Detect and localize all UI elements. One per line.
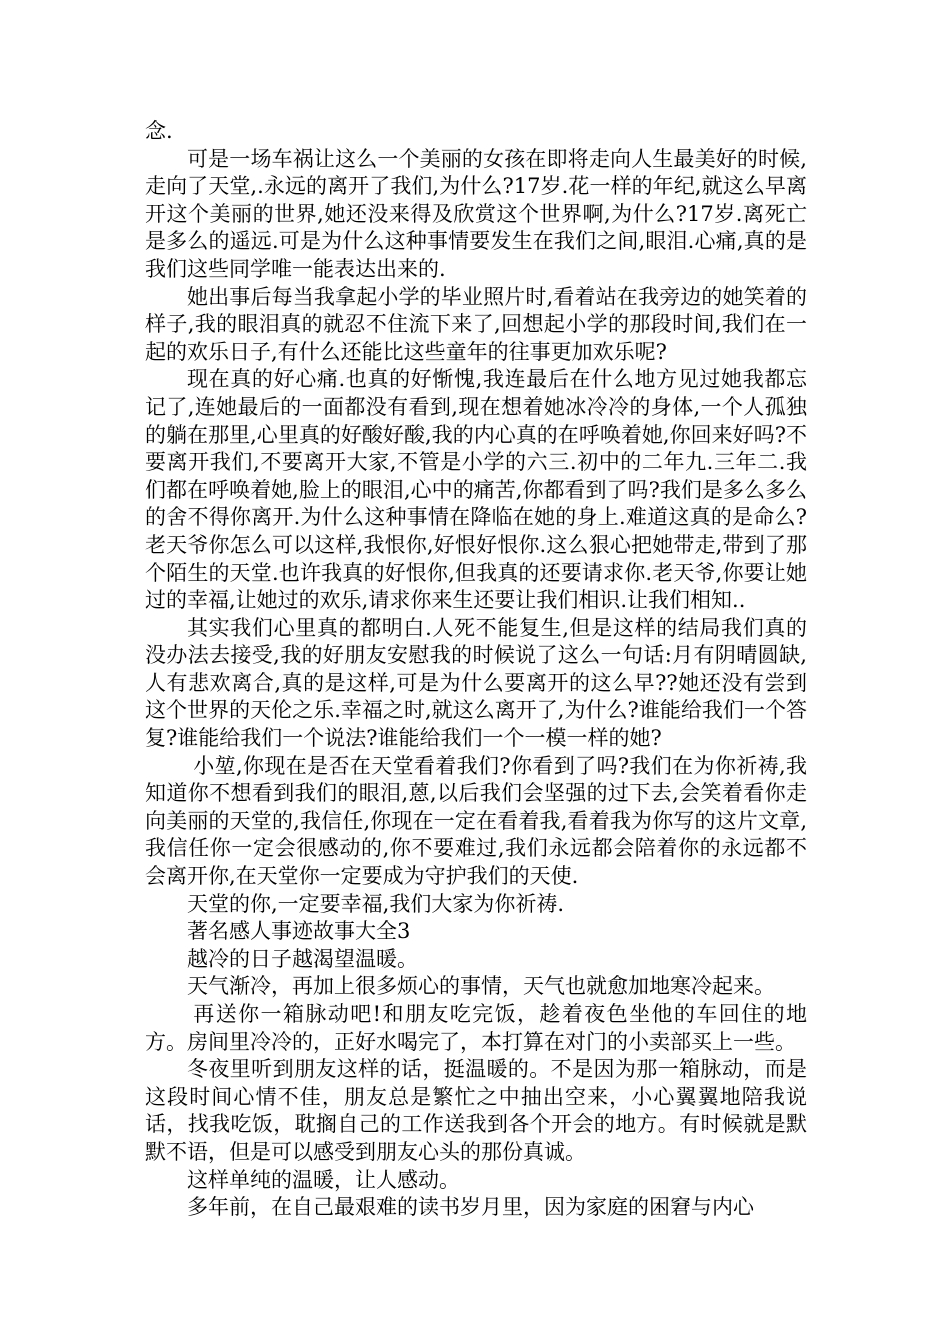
paragraph-understanding: 其实我们心里真的都明白.人死不能复生,但是这样的结局我们真的没办法去接受,我的好朋友安慰我的时候说了这么一句话:月有阴晴圆缺,人有悲欢离合,真的是这样,可是为什么要离开的这么早??她还没有尝到这个世界的天伦之乐.幸福之时,就这么离开了,为什么?谁能给我们一个答复?谁能给我们一个说法?谁能给我们一个一模一样的她? <box>145 615 807 751</box>
paragraph-blessing: 天堂的你,一定要幸福,我们大家为你祈祷. <box>187 891 565 916</box>
section-heading: 著名感人事迹故事大全3 <box>187 919 411 944</box>
paragraph-drink-gift: 再送你一箱脉动吧!和朋友吃完饭，趁着夜色坐他的车回住的地方。房间里冷冷的，正好水喝完了，本打算在对门的小卖部买上一些。 <box>145 1002 807 1054</box>
paragraph-simple-warmth: 这样单纯的温暖，让人感动。 <box>187 1167 460 1192</box>
paragraph-car-accident: 可是一场车祸让这么一个美丽的女孩在即将走向人生最美好的时候,走向了天堂,.永远的离开了我们,为什么?17岁.花一样的年纪,就这么早离开这个美丽的世界,她还没来得及欣赏这个世界啊,为什么?17岁.离死亡是多么的遥远.可是为什么这种事情要发生在我们之间,眼泪.心痛,真的是我们这些同学唯一能表达出来的. <box>145 146 807 281</box>
paragraph-continuation: 念. <box>145 119 173 143</box>
paragraph-cold-days: 越冷的日子越渴望温暖。 <box>187 946 418 971</box>
paragraph-graduation-photo: 她出事后每当我拿起小学的毕业照片时,看着站在我旁边的她笑着的样子,我的眼泪真的就忍不住流下来了,回想起小学的那段时间,我们在一起的欢乐日子,有什么还能比这些童年的往事更加欢乐呢? <box>145 284 807 364</box>
paragraph-winter-night: 冬夜里听到朋友这样的话，挺温暖的。不是因为那一箱脉动，而是这段时间心情不佳，朋友总是繁忙之中抽出空来，小心翼翼地陪我说话，找我吃饭，耽搁自己的工作送我到各个开会的地方。有时候就是默默不语，但是可以感受到朋友心头的那份真诚。 <box>145 1057 807 1164</box>
paragraph-prayer: 小堃,你现在是否在天堂看着我们?你看到了吗?我们在为你祈祷,我知道你不想看到我们的眼泪,蒽,以后我们会坚强的过下去,会笑着看你走向美丽的天堂的,我信任,你现在一定在看着我,看着我为你写的这片文章,我信任你一定会很感动的,你不要难过,我们永远都会陪着你的永远都不会离开你,在天堂你一定要成为守护我们的天使. <box>145 753 807 889</box>
document-page <box>145 118 807 1222</box>
paragraph-heartache: 现在真的好心痛.也真的好惭愧,我连最后在什么地方见过她我都忘记了,连她最后的一面都没有看到,现在想着她冰冷冷的身体,一个人孤独的躺在那里,心里真的好酸好酸,我的内心真的在呼唤着她,你回来好吗?不要离开我们,不要离开大家,不管是小学的六三.初中的二年九.三年二.我们都在呼唤着她,脸上的眼泪,心中的痛苦,你都看到了吗?我们是多么多么的舍不得你离开.为什么这种事情在降临在她的身上.难道这真的是命么?老天爷你怎么可以这样,我恨你,好恨好恨你.这么狠心把她带走,带到了那个陌生的天堂.也许我真的好恨你,但我真的还要请求你.老天爷,你要让她过的幸福,让她过的欢乐,请求你来生还要让我们相识.让我们相知.. <box>145 367 807 613</box>
paragraph-weather: 天气渐冷，再加上很多烦心的事情，天气也就愈加地寒冷起来。 <box>187 974 775 999</box>
paragraph-years-ago: 多年前，在自己最艰难的读书岁月里，因为家庭的困窘与内心 <box>187 1195 754 1220</box>
